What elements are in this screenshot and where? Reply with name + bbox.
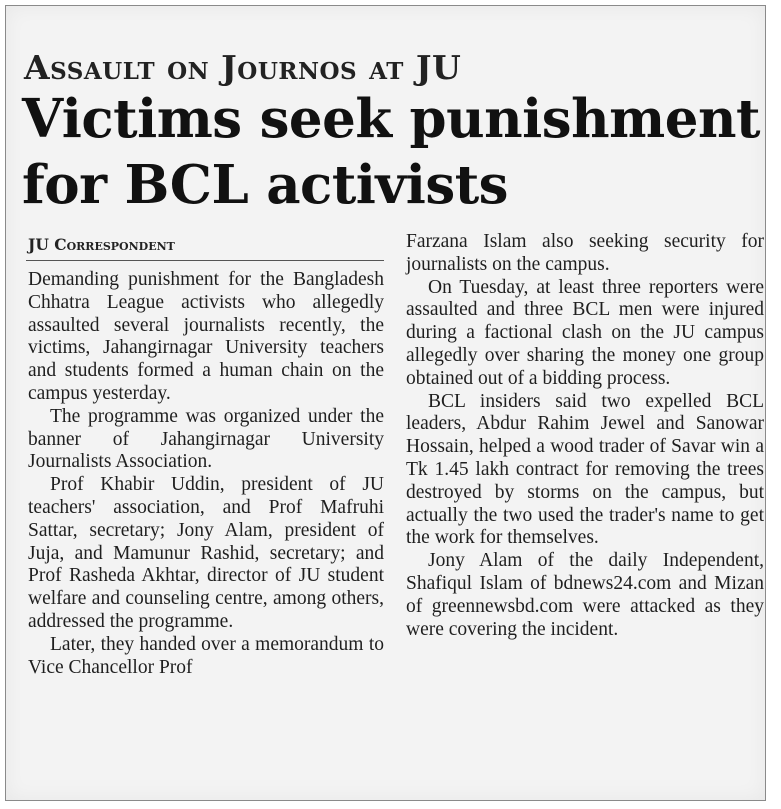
article-kicker: Assault on Journos at JU: [24, 48, 462, 87]
article-column-left: [28, 269, 384, 679]
article-headline: Victims seek punishment for BCL activists: [22, 88, 760, 216]
paragraph: The programme was organized under the banner of Jahangirnagar University Journalists Association.: [28, 405, 384, 473]
paragraph: Later, they handed over a memorandum to Vice Chancellor Prof: [28, 633, 384, 678]
article-column-right: [406, 231, 764, 641]
paragraph: Jony Alam of the daily Independent, Shafiqul Islam of bdnews24.com and Mizan of greennewsbd.com were attacked as they were covering the incident.: [406, 550, 764, 640]
paragraph: BCL insiders said two expelled BCL leaders, Abdur Rahim Jewel and Sanowar Hossain, helped a wood trader of Savar win a Tk 1.45 lakh contract for removing the trees destroyed by storms on the campus, but actually the two used the trader's name to get the work for themselves.: [406, 390, 764, 549]
paragraph: On Tuesday, at least three reporters were assaulted and three BCL men were injured during a factional clash on the JU campus allegedly over sharing the money one group obtained out of a bidding process.: [406, 276, 764, 389]
paragraph-continued: Farzana Islam also seeking security for journalists on the campus.: [406, 231, 764, 275]
byline-divider: [26, 260, 384, 261]
paragraph: Demanding punishment for the Bangladesh Chhatra League activists who allegedly assaulted several journalists recently, the victims, Jahangirnagar University teachers and students formed a human chain on the campus yesterday.: [28, 269, 384, 404]
newspaper-clipping: [5, 5, 766, 801]
article-byline: JU Correspondent: [28, 235, 175, 254]
paragraph: Prof Khabir Uddin, president of JU teachers' association, and Prof Mafruhi Sattar, secretary; Jony Alam, president of Juja, and Mamunur Rashid, secretary; and Prof Rasheda Akhtar, director of JU student welfare and counseling centre, among others, addressed the programme.: [28, 474, 384, 632]
